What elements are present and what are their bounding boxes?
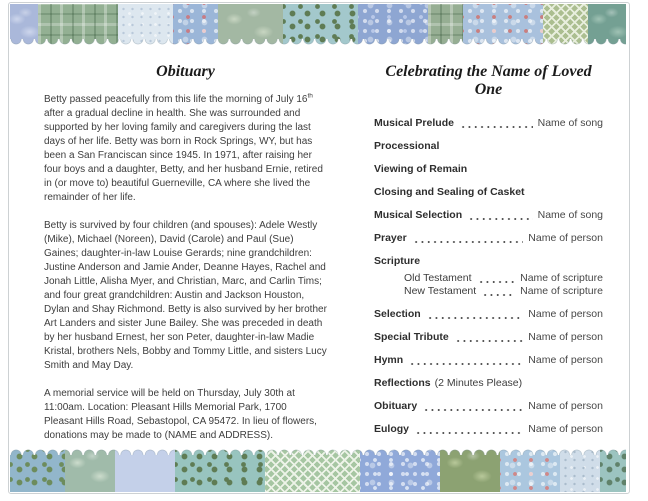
- program-item-label: Musical Selection: [374, 209, 463, 221]
- program-item-value: Name of person: [528, 354, 603, 366]
- obituary-paragraph-3: A memorial service will be held on Thursday, July 30th at 11:00am. Location: Pleasant Hills Memorial Park, 1700 Pleasant Hills Road, Sebastopol, CA 95472. In lieu of flowers, donations may be made to (NAME and ADDRESS).: [44, 388, 317, 441]
- program-item-label: Special Tribute: [374, 331, 449, 343]
- obituary-page: [44, 63, 327, 457]
- program-item: [374, 376, 603, 390]
- scallop-edge-bottom: [10, 447, 626, 455]
- program-item: [374, 208, 603, 222]
- program-list: [374, 116, 603, 436]
- obituary-paragraph-1-text: Betty passed peacefully from this life the morning of July 16: [44, 94, 308, 105]
- program-item-value: Name of person: [528, 400, 603, 412]
- obituary-paragraph-1: [44, 93, 327, 205]
- program-item: [374, 399, 603, 413]
- program-item-label: Eulogy: [374, 423, 410, 435]
- program-subitem: [374, 285, 603, 298]
- quilt-border-bottom: [10, 447, 626, 492]
- program-item-label: Selection: [374, 308, 421, 320]
- program-item: [374, 116, 603, 130]
- order-of-service-title: Celebrating the Name of Loved One: [385, 63, 592, 98]
- program-item-note: (2 Minutes Please): [434, 377, 523, 389]
- program-item-label: Processional: [374, 140, 440, 152]
- obituary-title: Obituary: [156, 63, 215, 80]
- program-item-value: Name of song: [537, 209, 603, 221]
- program-item-label: Obituary: [374, 400, 418, 412]
- dotted-leader: [455, 338, 524, 342]
- program-item-value: Name of person: [528, 232, 603, 244]
- dotted-leader: [409, 361, 523, 365]
- obituary-paragraph-2: Betty is survived by four children (and spouses): Adele Westly (Mike), Michael (Noreen), David (Carole) and Paul (Sue) Gaines; daughter-in-law Louise Gerards; nine grandchildren: Justine Anderson and Jamie Ander, Deanne Hayes, Rachel and Jonah Little, Alisha Myer, and Christian, Marc, and Carlin Tims; and four great grandchildren: Austin and Jackson Houston, Dylan and Shay Richmond. Betty is also survived by her brother Art Landers and sister June Bailey. She was preceded in death by her husband Ernest, her son Peter, daughter-in-law Madie Kristal, brothers Nels, Bobby and Tommy Little, and sisters Lucy Smith and May Day.: [44, 220, 327, 371]
- dotted-leader: [460, 124, 533, 128]
- program-item-label: Closing and Sealing of Casket: [374, 186, 525, 198]
- program-subitem-value: Name of scripture: [520, 272, 603, 284]
- dotted-leader: [413, 239, 524, 243]
- program-item-label: Viewing of Remain: [374, 163, 468, 175]
- program-item-value: Name of person: [528, 308, 603, 320]
- program-item: [374, 185, 603, 199]
- program-item-label: Reflections: [374, 377, 431, 389]
- program-item-label: Scripture: [374, 255, 421, 267]
- dotted-leader: [423, 407, 523, 411]
- program-subitem: [374, 272, 603, 285]
- dotted-leader: [427, 315, 524, 319]
- obituary-paragraph-1-rest: after a gradual decline in health. She was surrounded and supported by her loving family and caregivers during the last days of her life. Betty was born in Rock Springs, WY, but has been a San Franciscan since 1945. In 1971, after raising her four boys and a daughter, Betty, and her husband Ernie, retired in (or move to) beautiful Guerneville, CA where she lived the remainder of her life.: [44, 108, 323, 203]
- program-subitem-label: Old Testament: [404, 272, 472, 284]
- quilt-border-top: [10, 4, 626, 47]
- program-subitem-value: Name of scripture: [520, 285, 603, 297]
- program-item-value: Name of person: [528, 331, 603, 343]
- order-of-service-page: [374, 63, 603, 445]
- dotted-leader: [468, 216, 533, 220]
- program-item-label: Musical Prelude: [374, 117, 454, 129]
- dotted-leader: [482, 292, 515, 296]
- program-item: [374, 254, 603, 268]
- program-item-value: Name of person: [528, 423, 603, 435]
- program-item: [374, 330, 603, 344]
- program-item: [374, 139, 603, 153]
- program-item-label: Prayer: [374, 232, 407, 244]
- dotted-leader: [415, 430, 523, 434]
- program-subitem-group: [374, 272, 603, 298]
- program-item-value: Name of song: [537, 117, 603, 129]
- program-item: [374, 231, 603, 245]
- program-item: [374, 162, 603, 176]
- program-subitem-label: New Testament: [404, 285, 477, 297]
- program-sheet: [8, 2, 630, 494]
- program-item: [374, 307, 603, 321]
- program-item: [374, 353, 603, 367]
- ordinal-superscript: th: [307, 92, 313, 100]
- program-item-label: Hymn: [374, 354, 404, 366]
- dotted-leader: [478, 279, 516, 283]
- program-item: [374, 422, 603, 436]
- scallop-edge-top: [10, 39, 626, 47]
